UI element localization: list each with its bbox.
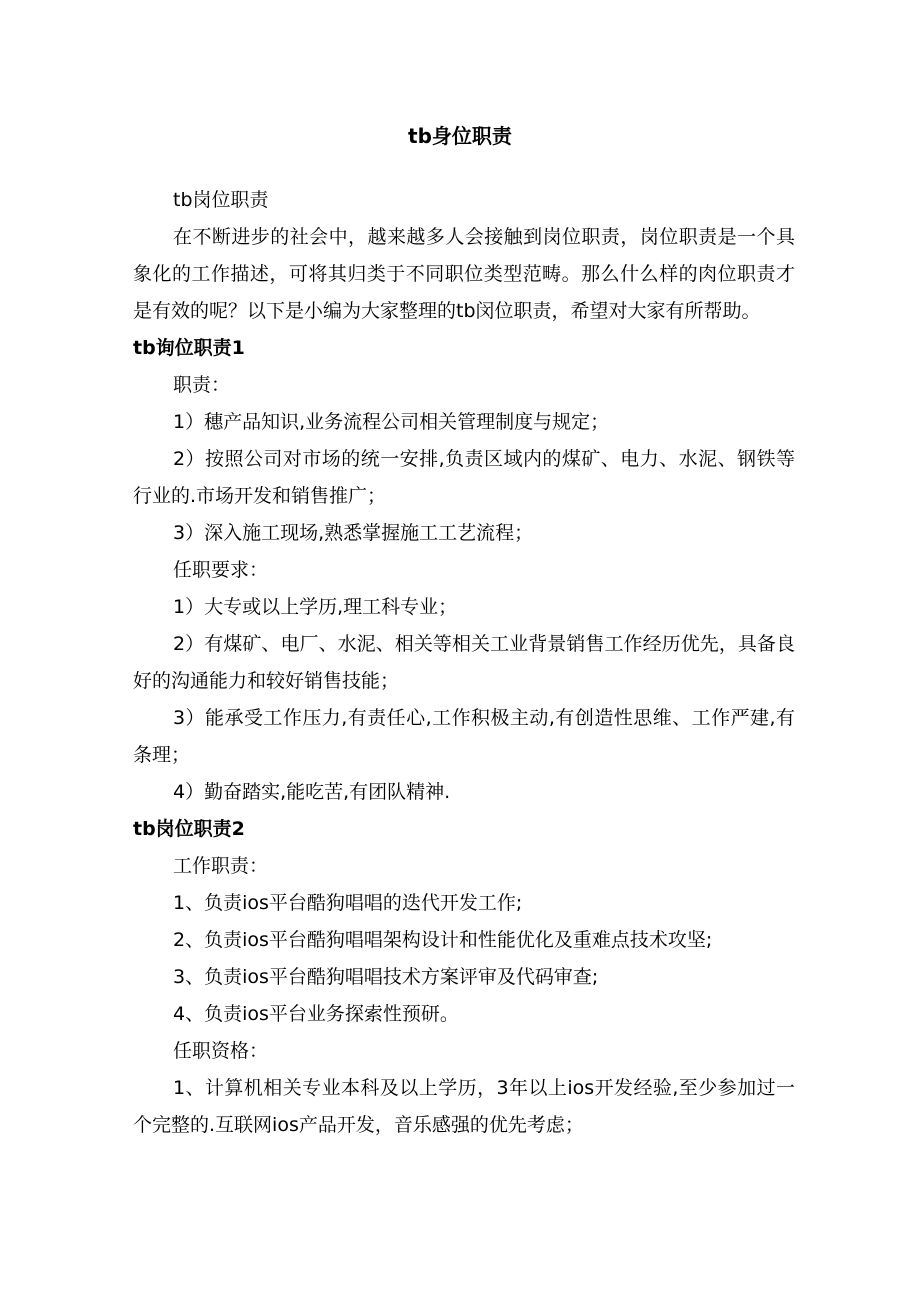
document-body: [133, 182, 795, 1144]
document-title: tb身位职责: [408, 124, 512, 148]
list-item: 4、负责ios平台业务探索性预研。: [173, 1003, 459, 1025]
section-heading: tb询位职责1: [133, 337, 245, 359]
list-item: 1、负责ios平台酷狗唱唱的迭代开发工作;: [173, 892, 523, 914]
list-item: 2）按照公司对市场的统一安排,负责区域内的煤矿、电力、水泥、钢铁等行业的.市场开发和销售推广；: [133, 448, 795, 507]
list-item: 3）深入施工现场,熟悉掌握施工工艺流程；: [173, 522, 534, 544]
list-item: 1）穗产品知识,业务流程公司相关管理制度与规定；: [173, 411, 610, 433]
list-item: 4）勤奋踏实,能吃苦,有团队精神.: [173, 781, 451, 803]
paragraph: tb岗位职责: [173, 189, 269, 211]
list-item: 2、负责ios平台酷狗唱唱架构设计和性能优化及重难点技术攻坚;: [173, 929, 713, 951]
list-item: 1）大专或以上学历,理工科专业；: [173, 596, 458, 618]
list-item: 3）能承受工作压力,有责任心,工作积极主动,有创造性思维、工作严建,有条理；: [133, 707, 795, 766]
list-item: 2）有煤矿、电厂、水泥、相关等相关工业背景销售工作经历优先，具备良好的沟通能力和较好销售技能；: [133, 633, 795, 692]
paragraph: 职责：: [173, 374, 231, 396]
paragraph: 工作职责：: [173, 855, 269, 877]
section-heading: tb岗位职责2: [133, 818, 245, 840]
paragraph: 在不断进步的社会中，越来越多人会接触到岗位职责，岗位职责是一个具象化的工作描述，可将其归类于不同职位类型范畴。那么什么样的肉位职责才是有效的呢？以下是小编为大家整理的tb闵位职责，希望对大家有所帮助。: [133, 226, 795, 322]
paragraph: 任职要求：: [173, 559, 269, 581]
paragraph: 任职资格：: [173, 1040, 269, 1062]
list-item: 1、计算机相关专业本科及以上学历，3年以上ios开发经验,至少参加过一个完整的.互联网ios产品开发，音乐感强的优先考虑；: [133, 1077, 795, 1136]
list-item: 3、负责ios平台酷狗唱唱技术方案评审及代码审查;: [173, 966, 599, 988]
